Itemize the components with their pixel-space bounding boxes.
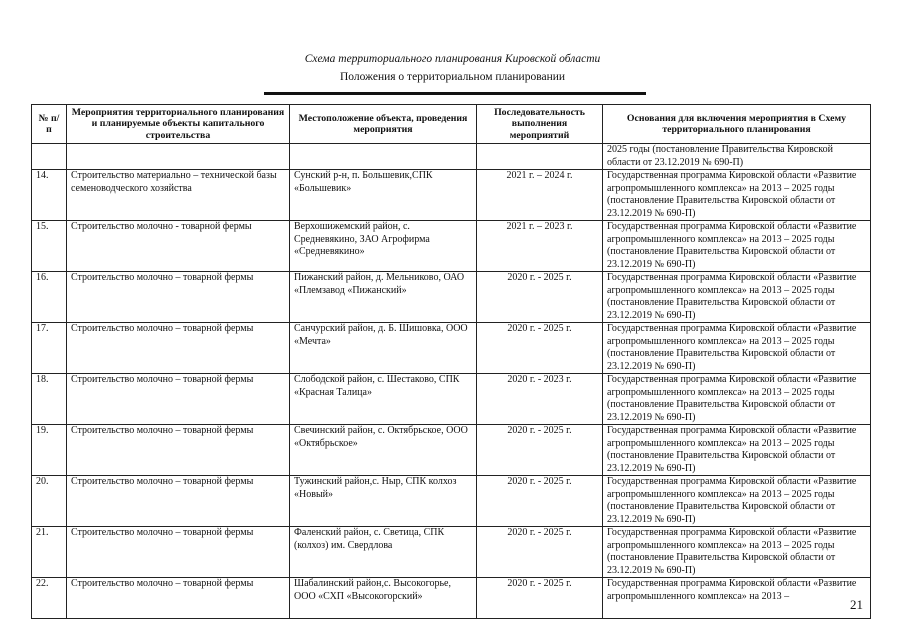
cell-basis: Государственная программа Кировской области «Развитие агропромышленного комплекса» на 2013 – 2025 годы (постановление Правительства Кировской области от 23.12.2019 № 690-П) <box>603 272 871 323</box>
table-row <box>32 323 871 374</box>
cell-location: Санчурский район, д. Б. Шишовка, ООО «Мечта» <box>290 323 477 374</box>
table-row <box>32 170 871 221</box>
cell-period: 2020 г. - 2025 г. <box>477 527 603 578</box>
cell-basis: Государственная программа Кировской области «Развитие агропромышленного комплекса» на 2013 – <box>603 578 871 619</box>
table-row <box>32 374 871 425</box>
header-period: Последовательность выполнения мероприятий <box>477 105 603 144</box>
cell-period: 2021 г. – 2023 г. <box>477 221 603 272</box>
header-location: Местоположение объекта, проведения мероприятия <box>290 105 477 144</box>
cell-basis: Государственная программа Кировской области «Развитие агропромышленного комплекса» на 2013 – 2025 годы (постановление Правительства Кировской области от 23.12.2019 № 690-П) <box>603 221 871 272</box>
cell-event: Строительство молочно – товарной фермы <box>67 272 290 323</box>
cell-basis: Государственная программа Кировской области «Развитие агропромышленного комплекса» на 2013 – 2025 годы (постановление Правительства Кировской области от 23.12.2019 № 690-П) <box>603 323 871 374</box>
cell-basis: Государственная программа Кировской области «Развитие агропромышленного комплекса» на 2013 – 2025 годы (постановление Правительства Кировской области от 23.12.2019 № 690-П) <box>603 170 871 221</box>
cell-location: Свечинский район, с. Октябрьское, ООО «Октябрьское» <box>290 425 477 476</box>
cell-event: Строительство молочно – товарной фермы <box>67 323 290 374</box>
cell-num: 18. <box>32 374 67 425</box>
document-subtitle: Положения о территориальном планировании <box>339 71 566 83</box>
cell-event: Строительство молочно – товарной фермы <box>67 425 290 476</box>
table-header-row <box>32 105 871 144</box>
cell-location: Фаленский район, с. Светица, СПК (колхоз) им. Свердлова <box>290 527 477 578</box>
cell-event: Строительство молочно – товарной фермы <box>67 527 290 578</box>
cell-basis: Государственная программа Кировской области «Развитие агропромышленного комплекса» на 2013 – 2025 годы (постановление Правительства Кировской области от 23.12.2019 № 690-П) <box>603 476 871 527</box>
header-event: Мероприятия территориального планирования и планируемые объекты капитального строительства <box>67 105 290 144</box>
header-basis: Основания для включения мероприятия в Схему территориального планирования <box>603 105 871 144</box>
table-row <box>32 578 871 619</box>
cell-num: 14. <box>32 170 67 221</box>
table-row-continuation <box>32 144 871 170</box>
cell-location: Шабалинский район,с. Высокогорье, ООО «СХП «Высокогорский» <box>290 578 477 619</box>
cell-num: 17. <box>32 323 67 374</box>
cell-period: 2021 г. – 2024 г. <box>477 170 603 221</box>
cell-event: Строительство молочно – товарной фермы <box>67 578 290 619</box>
cell-basis: Государственная программа Кировской области «Развитие агропромышленного комплекса» на 2013 – 2025 годы (постановление Правительства Кировской области от 23.12.2019 № 690-П) <box>603 527 871 578</box>
cell-num: 19. <box>32 425 67 476</box>
cell-event: Строительство молочно – товарной фермы <box>67 476 290 527</box>
cell-num: 16. <box>32 272 67 323</box>
cell-period: 2020 г. - 2025 г. <box>477 272 603 323</box>
table-row <box>32 221 871 272</box>
header-num: № п/п <box>32 105 67 144</box>
planning-table <box>31 104 871 619</box>
header-divider <box>264 92 646 95</box>
table-row <box>32 272 871 323</box>
cell-event: Строительство материально – технической базы семеноводческого хозяйства <box>67 170 290 221</box>
table-row <box>32 476 871 527</box>
cell-event: Строительство молочно – товарной фермы <box>67 374 290 425</box>
cell-location: Сунский р-н, п. Большевик,СПК «Большевик» <box>290 170 477 221</box>
cell-period: 2020 г. - 2023 г. <box>477 374 603 425</box>
cell-location: Тужинский район,с. Ныр, СПК колхоз «Новый» <box>290 476 477 527</box>
cell-num: 21. <box>32 527 67 578</box>
cell-basis: Государственная программа Кировской области «Развитие агропромышленного комплекса» на 2013 – 2025 годы (постановление Правительства Кировской области от 23.12.2019 № 690-П) <box>603 425 871 476</box>
cell-period: 2020 г. - 2025 г. <box>477 425 603 476</box>
cell-basis: Государственная программа Кировской области «Развитие агропромышленного комплекса» на 2013 – 2025 годы (постановление Правительства Кировской области от 23.12.2019 № 690-П) <box>603 374 871 425</box>
cell-num: 20. <box>32 476 67 527</box>
table-row <box>32 527 871 578</box>
table-row <box>32 425 871 476</box>
cell-basis: 2025 годы (постановление Правительства Кировской области от 23.12.2019 № 690-П) <box>603 144 871 170</box>
document-title: Схема территориального планирования Кировской области <box>304 53 601 65</box>
cell-location: Верхошижемский район, с. Средневякино, ЗАО Агрофирма «Средневякино» <box>290 221 477 272</box>
cell-period: 2020 г. - 2025 г. <box>477 476 603 527</box>
cell-num: 22. <box>32 578 67 619</box>
cell-num: 15. <box>32 221 67 272</box>
cell-period: 2020 г. - 2025 г. <box>477 323 603 374</box>
cell-location: Пижанский район, д. Мельниково, ОАО «Племзавод «Пижанский» <box>290 272 477 323</box>
page-number: 21 <box>850 597 863 612</box>
cell-period: 2020 г. - 2025 г. <box>477 578 603 619</box>
cell-event: Строительство молочно - товарной фермы <box>67 221 290 272</box>
cell-location: Слободской район, с. Шестаково, СПК «Красная Талица» <box>290 374 477 425</box>
